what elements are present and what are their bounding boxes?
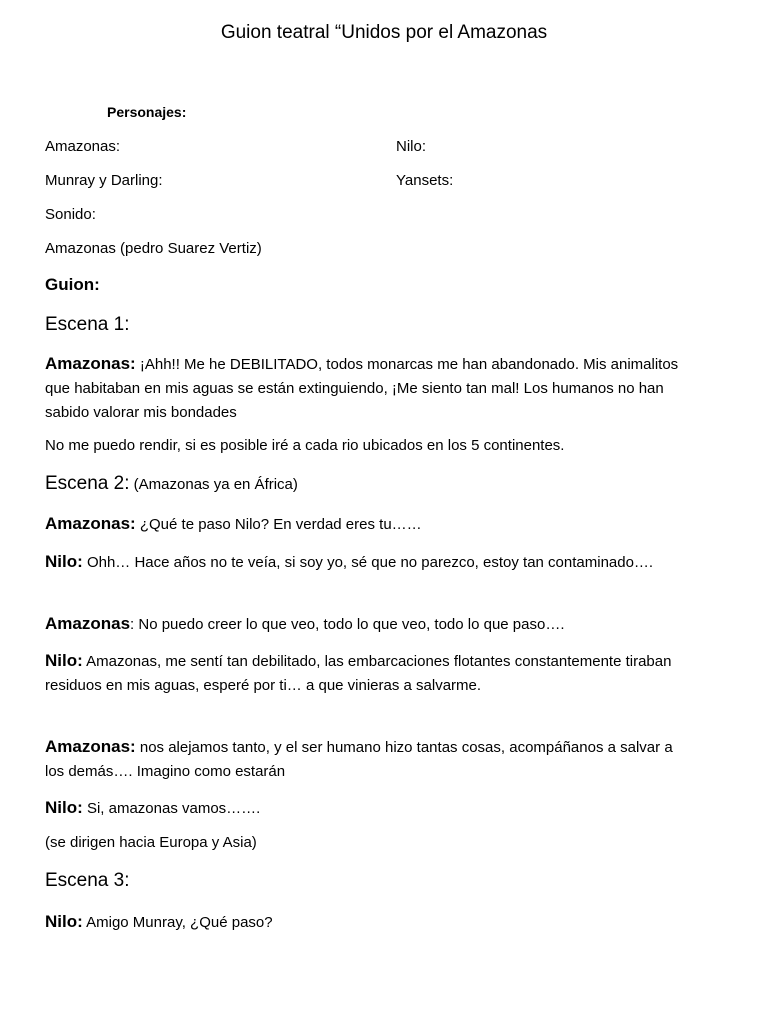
scene-1-continuation: No me puedo rendir, si es posible iré a cada rio ubicados en los 5 continentes. bbox=[45, 437, 565, 454]
character-amazonas: Amazonas: bbox=[45, 138, 121, 155]
dialogue-line bbox=[45, 649, 685, 698]
dialogue-line bbox=[45, 512, 685, 537]
dialogue-line bbox=[45, 796, 685, 821]
scene-3-title: Escena 3: bbox=[45, 870, 130, 891]
speaker-name: Amazonas bbox=[45, 614, 131, 633]
character-nilo: Nilo: bbox=[396, 138, 427, 155]
scene-1-title: Escena 1: bbox=[45, 314, 130, 335]
dialogue-text: : No puedo creer lo que veo, todo lo que veo, todo lo que paso…. bbox=[130, 616, 565, 633]
speaker-name: Nilo: bbox=[45, 798, 83, 817]
dialogue-line bbox=[45, 735, 685, 784]
dialogue-line bbox=[45, 550, 685, 575]
speaker-name: Amazonas: bbox=[45, 354, 136, 373]
character-amazonas-actor: Amazonas (pedro Suarez Vertiz) bbox=[45, 240, 262, 257]
stage-direction: (se dirigen hacia Europa y Asia) bbox=[45, 834, 257, 851]
characters-heading: Personajes: bbox=[107, 104, 187, 120]
dialogue-text: Si, amazonas vamos……. bbox=[82, 800, 261, 817]
character-munray: Munray y Darling: bbox=[45, 172, 163, 189]
scene-2-note: (Amazonas ya en África) bbox=[129, 476, 298, 493]
character-yansets: Yansets: bbox=[396, 172, 454, 189]
guion-label: Guion: bbox=[45, 275, 100, 294]
dialogue-text: ¡Ahh!! Me he DEBILITADO, todos monarcas me han abandonado. Mis animalitos que habitaban en mis aguas se están extinguiendo, ¡Me siento tan mal! Los humanos no han sabido valorar mis bondades bbox=[45, 356, 679, 421]
speaker-name: Nilo: bbox=[45, 552, 83, 571]
dialogue-text: nos alejamos tanto, y el ser humano hizo tantas cosas, acompáñanos a salvar a los demás…. Imagino como estarán bbox=[45, 739, 673, 780]
character-sonido: Sonido: bbox=[45, 206, 96, 223]
speaker-name: Amazonas: bbox=[45, 737, 136, 756]
speaker-name: Nilo: bbox=[45, 651, 83, 670]
document-title: Guion teatral “Unidos por el Amazonas bbox=[220, 22, 548, 43]
dialogue-text: Amazonas, me sentí tan debilitado, las embarcaciones flotantes constantemente tiraban residuos en mis aguas, esperé por ti… a que vinieras a salvarme. bbox=[45, 653, 672, 694]
dialogue-line bbox=[45, 910, 685, 935]
speaker-name: Amazonas: bbox=[45, 514, 136, 533]
dialogue-text: Ohh… Hace años no te veía, si soy yo, sé que no parezco, estoy tan contaminado…. bbox=[82, 554, 654, 571]
dialogue-line bbox=[45, 352, 685, 425]
scene-2-title: Escena 2: bbox=[45, 473, 130, 494]
dialogue-line bbox=[45, 612, 685, 637]
scene-2-header bbox=[45, 473, 298, 495]
speaker-name: Nilo: bbox=[45, 912, 83, 931]
dialogue-text: ¿Qué te paso Nilo? En verdad eres tu…… bbox=[135, 516, 422, 533]
dialogue-text: Amigo Munray, ¿Qué paso? bbox=[82, 914, 273, 931]
